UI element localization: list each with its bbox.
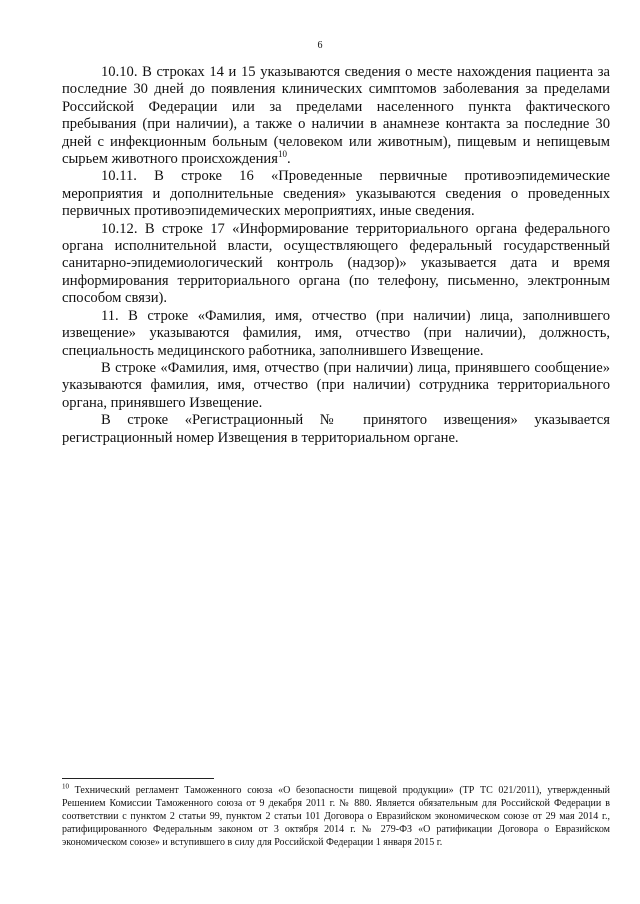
document-body xyxy=(62,64,610,447)
footnote xyxy=(62,784,610,849)
paragraph-11: 11. В строке «Фамилия, имя, отчество (при наличии) лица, заполнившего извещение» указываются фамилия, имя, отчество (при наличии), должность, специальность медицинского работника, заполнившего Извещение. xyxy=(62,307,610,359)
footnote-marker: 10 xyxy=(62,782,69,791)
footnote-divider xyxy=(62,778,214,779)
footnote-reference: 10 xyxy=(277,149,287,160)
paragraph-10-12: 10.12. В строке 17 «Информирование территориального органа федерального органа исполнительной власти, осуществляющего федеральный государственный санитарно-эпидемиологический контроль (надзор)» указывается дата и время информирования территориального органа (по телефону, письменно, электронным способом связи). xyxy=(62,220,610,307)
paragraph-10-10-text: 10.10. В строках 14 и 15 указываются сведения о месте нахождения пациента за последние 30 дней до появления клинических симптомов заболевания за пределами Российской Федерации или за пределами населенного пункта фактического пребывания (при наличии), а также о наличии в анамнезе контакта за последние 30 дней с инфекционным больным (человеком или животным), пищевым и непищевым сырьем животного происхождения xyxy=(62,64,610,168)
page-number: 6 xyxy=(317,40,323,51)
paragraph-10-10-tail: . xyxy=(286,151,291,168)
footnote-text: Технический регламент Таможенного союза «О безопасности пищевой продукции» (ТР ТС 021/2011), утвержденный Решением Комиссии Таможенного союза от 9 декабря 2011 г. № 880. Является обязательным для Российской Федерации в соответствии с пунктом 2 статьи 99, пунктом 2 статьи 101 Договора о Евразийском экономическом союзе от 29 мая 2014 г., ратифицированного Федеральным законом от 3 октября 2014 г. № 279-ФЗ «О ратификации Договора о Евразийском экономическом союзе» и вступившего в силу для Российской Федерации 1 января 2015 г. xyxy=(62,785,610,848)
paragraph-10-11: 10.11. В строке 16 «Проведенные первичные противоэпидемические мероприятия и дополнительные сведения» указываются сведения о проведенных первичных противоэпидемических мероприятиях, иные сведения. xyxy=(62,168,610,220)
paragraph-registration-number: В строке «Регистрационный № принятого извещения» указывается регистрационный номер Извещения в территориальном органе. xyxy=(62,412,610,446)
paragraph-10-10 xyxy=(62,64,610,168)
paragraph-receiver: В строке «Фамилия, имя, отчество (при наличии) лица, принявшего сообщение» указываются фамилия, имя, отчество (при наличии) сотрудника территориального органа, принявшего Извещение. xyxy=(62,359,610,411)
